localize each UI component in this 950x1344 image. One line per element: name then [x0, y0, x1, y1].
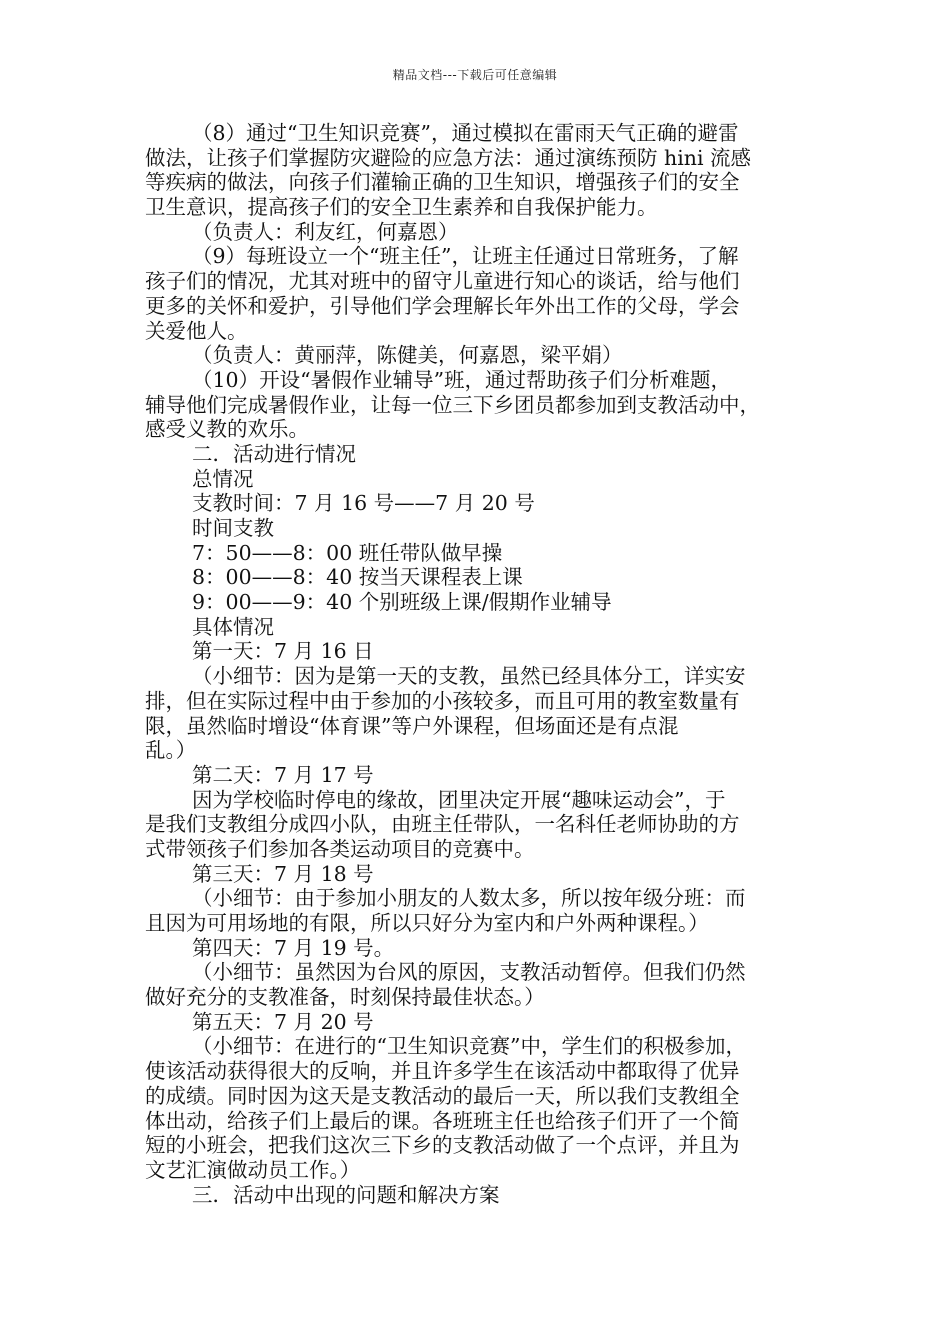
page-header: 精品文档---下载后可任意编辑 — [392, 68, 558, 82]
text-line: 8：00——8：40 按当天课程表上课 — [192, 565, 523, 590]
text-line: （小细节：由于参加小朋友的人数太多，所以按年级分班：而 — [192, 886, 746, 911]
text-line: 关爱他人。 — [145, 318, 248, 343]
text-line: 总情况 — [192, 466, 254, 491]
text-line: 的成绩。同时因为这天是支教活动的最后一天，所以我们支教组全 — [145, 1083, 740, 1108]
text-line: 感受义教的欢乐。 — [145, 417, 309, 442]
text-line: 第三天：7 月 18 号 — [192, 861, 374, 886]
text-line: 等疾病的做法，向孩子们灌输正确的卫生知识，增强孩子们的安全 — [145, 170, 740, 195]
text-line: 卫生意识，提高孩子们的安全卫生素养和自我保护能力。 — [145, 195, 658, 220]
text-line: 7：50——8：00 班任带队做早操 — [192, 540, 503, 565]
text-line: 具体情况 — [192, 614, 274, 639]
text-line: 做法，让孩子们掌握防灾避险的应急方法：通过演练预防 hini 流感 — [145, 145, 752, 170]
text-line: （小细节：因为是第一天的支教，虽然已经具体分工，详实安 — [192, 664, 746, 689]
text-line: 且因为可用场地的有限，所以只好分为室内和户外两种课程。） — [145, 911, 709, 935]
text-line: 限，虽然临时增设“体育课”等户外课程，但场面还是有点混 — [145, 713, 679, 738]
text-line: （小细节：在进行的“卫生知识竞赛”中，学生们的积极参加， — [192, 1034, 746, 1059]
text-line: （负责人：黄丽萍，陈健美，何嘉恩，梁平娟） — [192, 343, 623, 368]
text-line: 式带领孩子们参加各类运动项目的竞赛中。 — [145, 836, 535, 861]
text-line: 支教时间：7 月 16 号——7 月 20 号 — [192, 491, 535, 516]
text-line: 排，但在实际过程中由于参加的小孩较多，而且可用的教室数量有 — [145, 688, 740, 713]
text-line: 时间支教 — [192, 516, 274, 540]
text-line: 做好充分的支教准备，时刻保持最佳状态。） — [145, 985, 545, 1010]
text-line: 孩子们的情况，尤其对班中的留守儿童进行知心的谈话，给与他们 — [145, 269, 740, 294]
text-line: （9）每班设立一个“班主任”，让班主任通过日常班务，了解 — [192, 244, 739, 269]
text-line: 辅导他们完成暑假作业，让每一位三下乡团员都参加到支教活动中， — [145, 392, 760, 417]
document-body — [145, 121, 815, 1207]
text-line: 因为学校临时停电的缘故，团里决定开展“趣味运动会”，于 — [192, 787, 726, 812]
text-line: 9：00——9：40 个别班级上课/假期作业辅导 — [192, 590, 612, 615]
text-line: 乱。） — [145, 738, 197, 763]
text-line: 二．活动进行情况 — [192, 441, 356, 466]
text-line: 文艺汇演做动员工作。） — [145, 1157, 361, 1182]
text-line: （小细节：虽然因为台风的原因，支教活动暂停。但我们仍然 — [192, 960, 746, 985]
text-line: （8）通过“卫生知识竞赛”，通过模拟在雷雨天气正确的避雷 — [192, 121, 739, 145]
text-line: 第一天：7 月 16 日 — [192, 639, 374, 664]
text-line: 更多的关怀和爱护，引导他们学会理解长年外出工作的父母，学会 — [145, 293, 740, 318]
text-line: 短的小班会，把我们这次三下乡的支教活动做了一个点评，并且为 — [145, 1133, 740, 1158]
text-line: （10）开设“暑假作业辅导”班，通过帮助孩子们分析难题， — [192, 367, 732, 392]
text-line: 是我们支教组分成四小队，由班主任带队，一名科任老师协助的方 — [145, 812, 740, 837]
text-line: 第四天：7 月 19 号。 — [192, 935, 395, 960]
text-line: （负责人：利友红，何嘉恩） — [192, 219, 459, 244]
text-line: 第五天：7 月 20 号 — [192, 1009, 374, 1034]
text-line: 使该活动获得很大的反响，并且许多学生在该活动中都取得了优异 — [145, 1059, 740, 1084]
text-line: 三．活动中出现的问题和解决方案 — [192, 1182, 500, 1207]
text-line: 第二天：7 月 17 号 — [192, 762, 374, 787]
text-line: 体出动，给孩子们上最后的课。各班班主任也给孩子们开了一个简 — [145, 1108, 740, 1133]
